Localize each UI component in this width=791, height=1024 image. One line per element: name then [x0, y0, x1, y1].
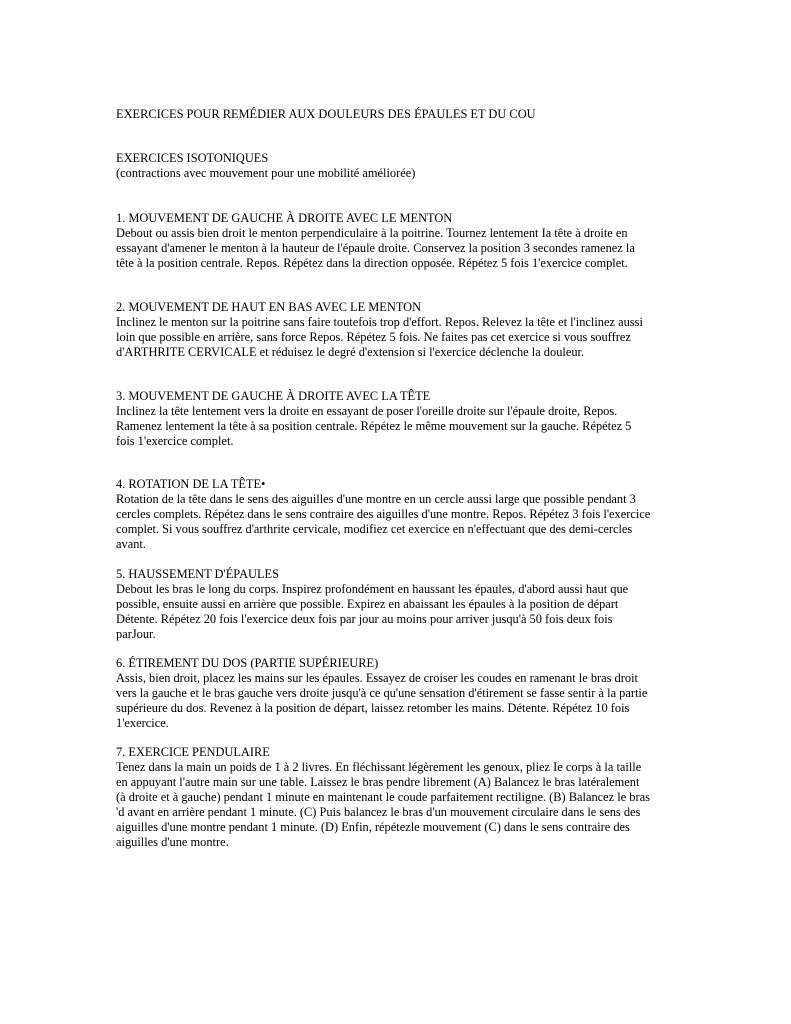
document-title: EXERCICES POUR REMÉDIER AUX DOULEURS DES ÉPAULES ET DU COU [116, 107, 536, 121]
exercise-text-line: Tenez dans la main un poids de 1 à 2 livres. En fléchissant légèrement les genoux, pliez Ie corps à la taille [116, 760, 642, 774]
exercise-heading: 5. HAUSSEMENT D'ÉPAULES [116, 567, 279, 581]
exercise-text-line: Inclinez le menton sur la poitrine sans faire toutefois trop d'effort. Repos. Relevez la tête et l'inclinez aussi [116, 315, 643, 329]
exercise-text-line: aiguilles d'une montre pendant 1 minute. (D) Enfin, répétezle mouvement (C) dans le sens contraire des [116, 820, 630, 834]
exercise-text-line: tête à la position centrale. Repos. Répétez dans la direction opposée. Répétez 5 fois 1'exercice complet. [116, 256, 628, 270]
exercise-text-line: parJour. [116, 627, 156, 641]
exercise-text-line: Ramenez lentement la tête à sa position centrale. Répétez le même mouvement sur la gauche. Répétez 5 [116, 419, 632, 433]
exercise-text-line: vers la gauche et le bras gauche vers droite jusqu'à ce qu'une sensation d'étirement se fasse sentir à la partie [116, 686, 648, 700]
exercise-heading: 4. ROTATION DE LA TÊTE• [116, 477, 266, 491]
exercise-text-line: Debout ou assis bien droit le menton perpendiculaire à la poitrine. Tournez lentement Ia tête à droite en [116, 226, 628, 240]
exercise-text-line: d'ARTHRITE CERVICALE et réduisez le degré d'extension si l'exercice déclenche la douleur. [116, 345, 585, 359]
exercise-text-line: Debout les bras le long du corps. Inspirez profondément en haussant les épaules, d'abord aussi haut que [116, 582, 629, 596]
exercise-text-line: 'd avant en arrière pendant 1 minute. (C) Puis balancez le bras d'un mouvement circulaire dans le sens des [116, 805, 641, 819]
section-subtitle-note: (contractions avec mouvement pour une mobilité améliorée) [116, 166, 416, 180]
exercise-text-line: cercles complets. Répétez dans le sens contraire des aiguilles d'une montre. Repos. Répétez 3 fois l'exercice [116, 507, 651, 521]
exercise-text-line: Détente. Répétez 20 fois l'exercice deux fois par jour au moins pour arriver jusqu'à 50 fois deux fois [116, 612, 613, 626]
exercise-text-line: possible, ensuite aussi en arrière que possible. Expirez en abaissant les épaules à la position de départ [116, 597, 619, 611]
exercise-heading: 2. MOUVEMENT DE HAUT EN BAS AVEC LE MENTON [116, 300, 422, 314]
exercise-text-line: Assis, bien droit, placez les mains sur les épaules. Essayez de croiser les coudes en ramenant le bras droit [116, 671, 638, 685]
section-subtitle: EXERCICES ISOTONIQUES [116, 151, 269, 165]
exercise-text-line: avant. [116, 537, 146, 551]
exercise-heading: 6. ÉTIREMENT DU DOS (PARTIE SUPÉRIEURE) [116, 656, 379, 670]
exercise-text-line: complet. Si vous souffrez d'arthrite cervicale, modifiez cet exercice en n'effectuant que des demi-cercles [116, 522, 633, 536]
exercise-text-line: en appuyant l'autre main sur une table. Laissez le bras pendre librement (A) Balancez le bras latéralement [116, 775, 640, 789]
exercise-text-line: supérieure du dos. Revenez à la position de départ, laissez retomber les mains. Détente. Répétez 10 fois [116, 701, 630, 715]
exercise-heading: 7. EXERCICE PENDULAIRE [116, 745, 270, 759]
exercise-text-line: Rotation de la tête dans le sens des aiguilles d'une montre en un cercle aussi large que possible pendant 3 [116, 492, 636, 506]
exercise-text-line: fois 1'exercice complet. [116, 434, 234, 448]
exercise-text-line: aiguilles d'une montre. [116, 835, 229, 849]
exercise-heading: 3. MOUVEMENT DE GAUCHE À DROITE AVEC LA TÊTE [116, 389, 431, 403]
exercise-text-line: Inclinez la tête lentement vers la droite en essayant de poser l'oreille droite sur l'épaule droite, Repos. [116, 404, 618, 418]
exercise-text-line: 1'exercice. [116, 716, 169, 730]
exercise-text-line: (à droite et à gauche) pendant 1 minute en maintenant le coude parfaitement rectiligne. (B) Balancez le bras [116, 790, 650, 804]
exercise-text-line: loin que possible en arrière, sans force Repos. Répétez 5 fois. Ne faites pas cet exercice si vous souffrez [116, 330, 631, 344]
exercise-heading: 1. MOUVEMENT DE GAUCHE À DROITE AVEC LE MENTON [116, 211, 453, 225]
exercise-text-line: essayant d'amener le menton à la hauteur de l'épaule droite. Conservez la position 3 secondes ramenez la [116, 241, 635, 255]
